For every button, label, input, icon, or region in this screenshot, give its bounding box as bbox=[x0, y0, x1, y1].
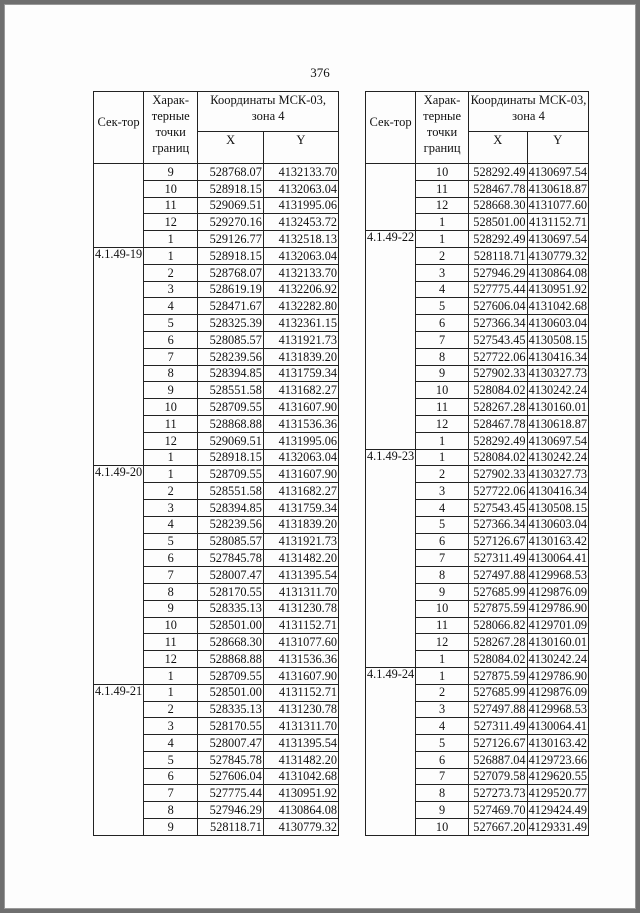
point-cell: 4 bbox=[144, 298, 198, 315]
point-cell: 1 bbox=[416, 667, 469, 684]
x-cell: 528292.49 bbox=[469, 231, 528, 248]
table-row bbox=[366, 231, 589, 248]
x-cell: 527606.04 bbox=[469, 298, 528, 315]
y-cell: 4130064.41 bbox=[528, 551, 587, 566]
x-cell: 527722.06 bbox=[469, 348, 528, 365]
table-row bbox=[366, 449, 589, 466]
x-cell: 527685.99 bbox=[469, 583, 528, 600]
point-cell: 10 bbox=[144, 617, 198, 634]
y-cell: 4131152.71 bbox=[529, 215, 587, 230]
point-cell: 3 bbox=[416, 483, 469, 500]
point-cell: 2 bbox=[416, 247, 469, 264]
x-cell: 528768.07 bbox=[198, 264, 264, 281]
point-cell: 7 bbox=[144, 785, 198, 802]
header-sector: Сек-тор bbox=[94, 92, 144, 164]
y-cell: 4131995.06 bbox=[263, 197, 338, 214]
y-cell: 4131395.54 bbox=[263, 735, 338, 752]
y-cell: 4131839.20 bbox=[263, 348, 338, 365]
y-cell: 4131682.27 bbox=[263, 382, 338, 399]
y-cell: 4129620.55 bbox=[528, 769, 587, 784]
y-cell: 4132063.04 bbox=[263, 449, 338, 466]
y-cell: 4132282.80 bbox=[263, 298, 338, 315]
point-cell: 3 bbox=[416, 264, 469, 281]
point-cell: 1 bbox=[144, 449, 198, 466]
y-cell: 4131759.34 bbox=[263, 499, 338, 516]
sector-cell: 4.1.49-19 bbox=[94, 247, 144, 465]
y-cell: 4131042.68 bbox=[528, 299, 587, 314]
y-cell: 4130603.04 bbox=[528, 517, 587, 532]
sector-cell: 4.1.49-21 bbox=[94, 684, 144, 835]
table-body-right bbox=[366, 164, 589, 836]
y-cell: 4130951.92 bbox=[528, 282, 587, 297]
point-cell: 7 bbox=[416, 331, 469, 348]
y-cell: 4130508.15 bbox=[528, 332, 587, 347]
y-cell: 4131607.90 bbox=[263, 466, 338, 483]
point-cell: 9 bbox=[144, 819, 198, 836]
point-cell: 6 bbox=[416, 751, 469, 768]
sector-cell: 4.1.49-22 bbox=[366, 231, 416, 449]
table-row bbox=[94, 247, 339, 264]
header-sector: Сек-тор bbox=[366, 92, 416, 164]
point-cell: 1 bbox=[416, 214, 469, 231]
sector-cell bbox=[94, 164, 144, 248]
point-cell: 7 bbox=[144, 567, 198, 584]
x-cell: 528292.49 bbox=[469, 164, 528, 181]
x-cell: 528467.78 bbox=[469, 180, 528, 197]
x-cell: 528325.39 bbox=[198, 315, 264, 332]
x-cell: 528007.47 bbox=[198, 735, 264, 752]
x-cell: 528501.00 bbox=[469, 214, 528, 231]
y-cell: 4130508.15 bbox=[528, 500, 587, 515]
x-cell: 527722.06 bbox=[469, 483, 528, 500]
point-cell: 9 bbox=[144, 164, 198, 181]
x-cell: 528918.15 bbox=[198, 247, 264, 264]
y-cell: 4131230.78 bbox=[263, 600, 338, 617]
y-cell: 4130242.24 bbox=[528, 651, 587, 666]
x-cell: 527469.70 bbox=[469, 802, 528, 819]
point-cell: 5 bbox=[144, 751, 198, 768]
y-cell: 4130242.24 bbox=[528, 383, 587, 398]
point-cell: 12 bbox=[144, 432, 198, 449]
point-cell: 10 bbox=[416, 819, 469, 836]
x-cell: 527845.78 bbox=[198, 751, 264, 768]
x-cell: 527875.59 bbox=[469, 600, 528, 617]
x-cell: 528170.55 bbox=[198, 718, 264, 735]
x-cell: 527543.45 bbox=[469, 331, 528, 348]
x-cell: 528084.02 bbox=[469, 651, 528, 668]
x-cell: 528918.15 bbox=[198, 449, 264, 466]
x-cell: 528066.82 bbox=[469, 617, 528, 634]
y-cell: 4129331.49 bbox=[528, 819, 587, 834]
point-cell: 2 bbox=[144, 483, 198, 500]
x-cell: 528394.85 bbox=[198, 365, 264, 382]
point-cell: 1 bbox=[144, 466, 198, 483]
y-cell: 4131152.71 bbox=[263, 684, 338, 701]
y-cell: 4130697.54 bbox=[528, 164, 587, 179]
header-coords: Координаты МСК-03, зона 4 bbox=[469, 92, 589, 132]
y-cell: 4131921.73 bbox=[263, 533, 338, 550]
x-cell: 529270.16 bbox=[198, 214, 264, 231]
coordinates-table-right bbox=[365, 91, 589, 836]
x-cell: 527902.33 bbox=[469, 466, 528, 483]
point-cell: 4 bbox=[416, 499, 469, 516]
point-cell: 10 bbox=[416, 382, 469, 399]
table-row bbox=[366, 667, 589, 684]
x-cell: 528085.57 bbox=[198, 331, 264, 348]
x-cell: 527366.34 bbox=[469, 516, 528, 533]
point-cell: 12 bbox=[416, 415, 469, 432]
y-cell: 4130327.73 bbox=[528, 366, 587, 381]
point-cell: 1 bbox=[144, 667, 198, 684]
point-cell: 10 bbox=[416, 164, 469, 181]
point-cell: 11 bbox=[144, 634, 198, 651]
point-cell: 6 bbox=[144, 550, 198, 567]
point-cell: 1 bbox=[416, 432, 469, 449]
x-cell: 527273.73 bbox=[469, 785, 528, 802]
x-cell: 528085.57 bbox=[198, 533, 264, 550]
sector-cell: 4.1.49-23 bbox=[366, 449, 416, 667]
y-cell: 4132206.92 bbox=[263, 281, 338, 298]
y-cell: 4132518.13 bbox=[263, 231, 338, 248]
y-cell: 4130160.01 bbox=[528, 399, 587, 414]
point-cell: 5 bbox=[416, 516, 469, 533]
point-cell: 2 bbox=[416, 466, 469, 483]
y-cell: 4131839.20 bbox=[263, 516, 338, 533]
table-row bbox=[366, 164, 589, 181]
y-cell: 4130603.04 bbox=[528, 315, 587, 330]
x-cell: 527311.49 bbox=[469, 550, 528, 567]
sector-cell: 4.1.49-24 bbox=[366, 667, 416, 835]
y-cell: 4131921.73 bbox=[263, 331, 338, 348]
x-cell: 528170.55 bbox=[198, 583, 264, 600]
table-row bbox=[94, 466, 339, 483]
y-cell: 4131759.34 bbox=[263, 365, 338, 382]
x-cell: 528118.71 bbox=[469, 247, 528, 264]
point-cell: 5 bbox=[144, 315, 198, 332]
y-cell: 4130242.24 bbox=[528, 450, 587, 465]
point-cell: 6 bbox=[416, 315, 469, 332]
y-cell: 4131042.68 bbox=[263, 768, 338, 785]
point-cell: 10 bbox=[416, 600, 469, 617]
point-cell: 8 bbox=[416, 567, 469, 584]
y-cell: 4129968.53 bbox=[528, 702, 587, 717]
y-cell: 4131482.20 bbox=[263, 751, 338, 768]
y-cell: 4131230.78 bbox=[263, 701, 338, 718]
y-cell: 4132361.15 bbox=[263, 315, 338, 332]
y-cell: 4131607.90 bbox=[263, 399, 338, 416]
x-cell: 528709.55 bbox=[198, 667, 264, 684]
y-cell: 4131311.70 bbox=[263, 718, 338, 735]
x-cell: 528619.19 bbox=[198, 281, 264, 298]
y-cell: 4130618.87 bbox=[528, 181, 587, 196]
y-cell: 4130064.41 bbox=[528, 719, 587, 734]
x-cell: 527946.29 bbox=[198, 802, 264, 819]
y-cell: 4132063.04 bbox=[263, 247, 338, 264]
point-cell: 12 bbox=[144, 651, 198, 668]
point-cell: 3 bbox=[144, 281, 198, 298]
point-cell: 9 bbox=[416, 583, 469, 600]
x-cell: 526887.04 bbox=[469, 751, 528, 768]
y-cell: 4132133.70 bbox=[263, 264, 338, 281]
x-cell: 527497.88 bbox=[469, 701, 528, 718]
point-cell: 11 bbox=[416, 399, 469, 416]
y-cell: 4129723.66 bbox=[528, 752, 587, 767]
point-cell: 4 bbox=[144, 735, 198, 752]
point-cell: 8 bbox=[416, 348, 469, 365]
page-number: 376 bbox=[310, 65, 330, 80]
x-cell: 527775.44 bbox=[198, 785, 264, 802]
x-cell: 527667.20 bbox=[469, 819, 528, 836]
x-cell: 528709.55 bbox=[198, 466, 264, 483]
x-cell: 528084.02 bbox=[469, 449, 528, 466]
y-cell: 4131682.27 bbox=[263, 483, 338, 500]
x-cell: 529069.51 bbox=[198, 197, 264, 214]
y-cell: 4130779.32 bbox=[263, 819, 338, 836]
point-cell: 9 bbox=[144, 382, 198, 399]
point-cell: 6 bbox=[416, 533, 469, 550]
table-body-left bbox=[94, 164, 339, 836]
point-cell: 8 bbox=[144, 365, 198, 382]
y-cell: 4130864.08 bbox=[263, 802, 338, 819]
x-cell: 528768.07 bbox=[198, 164, 264, 181]
point-cell: 5 bbox=[416, 735, 469, 752]
point-cell: 9 bbox=[144, 600, 198, 617]
y-cell: 4131536.36 bbox=[263, 415, 338, 432]
y-cell: 4130327.73 bbox=[528, 467, 587, 482]
x-cell: 528668.30 bbox=[469, 197, 528, 214]
header-y: Y bbox=[527, 132, 588, 164]
point-cell: 7 bbox=[416, 768, 469, 785]
point-cell: 4 bbox=[416, 718, 469, 735]
point-cell: 6 bbox=[144, 331, 198, 348]
y-cell: 4129786.90 bbox=[528, 601, 587, 616]
x-cell: 528267.28 bbox=[469, 399, 528, 416]
x-cell: 527126.67 bbox=[469, 735, 528, 752]
x-cell: 528551.58 bbox=[198, 382, 264, 399]
x-cell: 528118.71 bbox=[198, 819, 264, 836]
point-cell: 2 bbox=[416, 684, 469, 701]
y-cell: 4132133.70 bbox=[263, 164, 338, 181]
x-cell: 527126.67 bbox=[469, 533, 528, 550]
y-cell: 4130160.01 bbox=[528, 635, 587, 650]
y-cell: 4131077.60 bbox=[263, 634, 338, 651]
point-cell: 4 bbox=[144, 516, 198, 533]
y-cell: 4130697.54 bbox=[528, 433, 587, 448]
y-cell: 4130951.92 bbox=[263, 785, 338, 802]
y-cell: 4132063.04 bbox=[263, 180, 338, 197]
y-cell: 4131995.06 bbox=[263, 432, 338, 449]
point-cell: 1 bbox=[416, 231, 469, 248]
point-cell: 7 bbox=[416, 550, 469, 567]
y-cell: 4131536.36 bbox=[263, 651, 338, 668]
header-points: Харак-терные точки границ bbox=[144, 92, 198, 164]
point-cell: 7 bbox=[144, 348, 198, 365]
x-cell: 528467.78 bbox=[469, 415, 528, 432]
x-cell: 527543.45 bbox=[469, 499, 528, 516]
header-coords: Координаты МСК-03, зона 4 bbox=[198, 92, 339, 132]
y-cell: 4131077.60 bbox=[528, 198, 587, 213]
y-cell: 4130416.34 bbox=[528, 483, 587, 498]
x-cell: 527497.88 bbox=[469, 567, 528, 584]
x-cell: 528471.67 bbox=[198, 298, 264, 315]
y-cell: 4130697.54 bbox=[528, 231, 587, 246]
point-cell: 1 bbox=[144, 231, 198, 248]
point-cell: 12 bbox=[144, 214, 198, 231]
x-cell: 528239.56 bbox=[198, 516, 264, 533]
point-cell: 9 bbox=[416, 802, 469, 819]
y-cell: 4129786.90 bbox=[528, 668, 587, 683]
point-cell: 2 bbox=[144, 701, 198, 718]
x-cell: 528007.47 bbox=[198, 567, 264, 584]
x-cell: 527845.78 bbox=[198, 550, 264, 567]
coordinates-table-left bbox=[93, 91, 339, 836]
y-cell: 4130779.32 bbox=[528, 248, 587, 263]
x-cell: 527311.49 bbox=[469, 718, 528, 735]
x-cell: 528394.85 bbox=[198, 499, 264, 516]
point-cell: 8 bbox=[144, 583, 198, 600]
x-cell: 528709.55 bbox=[198, 399, 264, 416]
point-cell: 1 bbox=[144, 247, 198, 264]
y-cell: 4130163.42 bbox=[528, 534, 587, 549]
x-cell: 527685.99 bbox=[469, 684, 528, 701]
x-cell: 528267.28 bbox=[469, 634, 528, 651]
x-cell: 528084.02 bbox=[469, 382, 528, 399]
x-cell: 528668.30 bbox=[198, 634, 264, 651]
point-cell: 1 bbox=[416, 449, 469, 466]
y-cell: 4131152.71 bbox=[263, 617, 338, 634]
point-cell: 1 bbox=[144, 684, 198, 701]
x-cell: 528292.49 bbox=[469, 432, 528, 449]
y-cell: 4131311.70 bbox=[263, 583, 338, 600]
y-cell: 4130864.08 bbox=[528, 265, 587, 280]
point-cell: 12 bbox=[416, 634, 469, 651]
x-cell: 527079.58 bbox=[469, 768, 528, 785]
y-cell: 4131395.54 bbox=[263, 567, 338, 584]
y-cell: 4131482.20 bbox=[263, 550, 338, 567]
point-cell: 11 bbox=[416, 617, 469, 634]
point-cell: 4 bbox=[416, 281, 469, 298]
x-cell: 527875.59 bbox=[469, 667, 528, 684]
y-cell: 4132453.72 bbox=[263, 214, 338, 231]
point-cell: 11 bbox=[144, 415, 198, 432]
x-cell: 527902.33 bbox=[469, 365, 528, 382]
x-cell: 527366.34 bbox=[469, 315, 528, 332]
x-cell: 528868.88 bbox=[198, 415, 264, 432]
point-cell: 10 bbox=[144, 399, 198, 416]
y-cell: 4129968.53 bbox=[528, 567, 587, 582]
x-cell: 527946.29 bbox=[469, 264, 528, 281]
x-cell: 529126.77 bbox=[198, 231, 264, 248]
table-row bbox=[94, 684, 339, 701]
y-cell: 4129520.77 bbox=[528, 786, 587, 801]
point-cell: 8 bbox=[416, 785, 469, 802]
point-cell: 3 bbox=[416, 701, 469, 718]
point-cell: 11 bbox=[144, 197, 198, 214]
table-row bbox=[94, 164, 339, 181]
y-cell: 4130163.42 bbox=[528, 735, 587, 750]
point-cell: 5 bbox=[416, 298, 469, 315]
y-cell: 4130618.87 bbox=[528, 416, 587, 431]
point-cell: 12 bbox=[416, 197, 469, 214]
point-cell: 6 bbox=[144, 768, 198, 785]
y-cell: 4129876.09 bbox=[528, 584, 587, 599]
x-cell: 527606.04 bbox=[198, 768, 264, 785]
point-cell: 2 bbox=[144, 264, 198, 281]
header-x: X bbox=[469, 132, 528, 164]
x-cell: 528335.13 bbox=[198, 701, 264, 718]
header-y: Y bbox=[263, 132, 338, 164]
point-cell: 8 bbox=[144, 802, 198, 819]
point-cell: 1 bbox=[416, 651, 469, 668]
header-points: Харак-терные точки границ bbox=[416, 92, 469, 164]
y-cell: 4129701.09 bbox=[528, 618, 587, 633]
header-x: X bbox=[198, 132, 264, 164]
y-cell: 4129424.49 bbox=[528, 803, 587, 818]
point-cell: 3 bbox=[144, 499, 198, 516]
x-cell: 528868.88 bbox=[198, 651, 264, 668]
x-cell: 528501.00 bbox=[198, 617, 264, 634]
document-page bbox=[4, 4, 636, 909]
x-cell: 527775.44 bbox=[469, 281, 528, 298]
point-cell: 3 bbox=[144, 718, 198, 735]
y-cell: 4131607.90 bbox=[263, 667, 338, 684]
x-cell: 528551.58 bbox=[198, 483, 264, 500]
x-cell: 528239.56 bbox=[198, 348, 264, 365]
x-cell: 528918.15 bbox=[198, 180, 264, 197]
point-cell: 5 bbox=[144, 533, 198, 550]
point-cell: 10 bbox=[144, 180, 198, 197]
x-cell: 528501.00 bbox=[198, 684, 264, 701]
sector-cell: 4.1.49-20 bbox=[94, 466, 144, 684]
y-cell: 4130416.34 bbox=[528, 349, 587, 364]
sector-cell bbox=[366, 164, 416, 231]
y-cell: 4129876.09 bbox=[528, 685, 587, 700]
x-cell: 529069.51 bbox=[198, 432, 264, 449]
point-cell: 11 bbox=[416, 180, 469, 197]
x-cell: 528335.13 bbox=[198, 600, 264, 617]
point-cell: 9 bbox=[416, 365, 469, 382]
